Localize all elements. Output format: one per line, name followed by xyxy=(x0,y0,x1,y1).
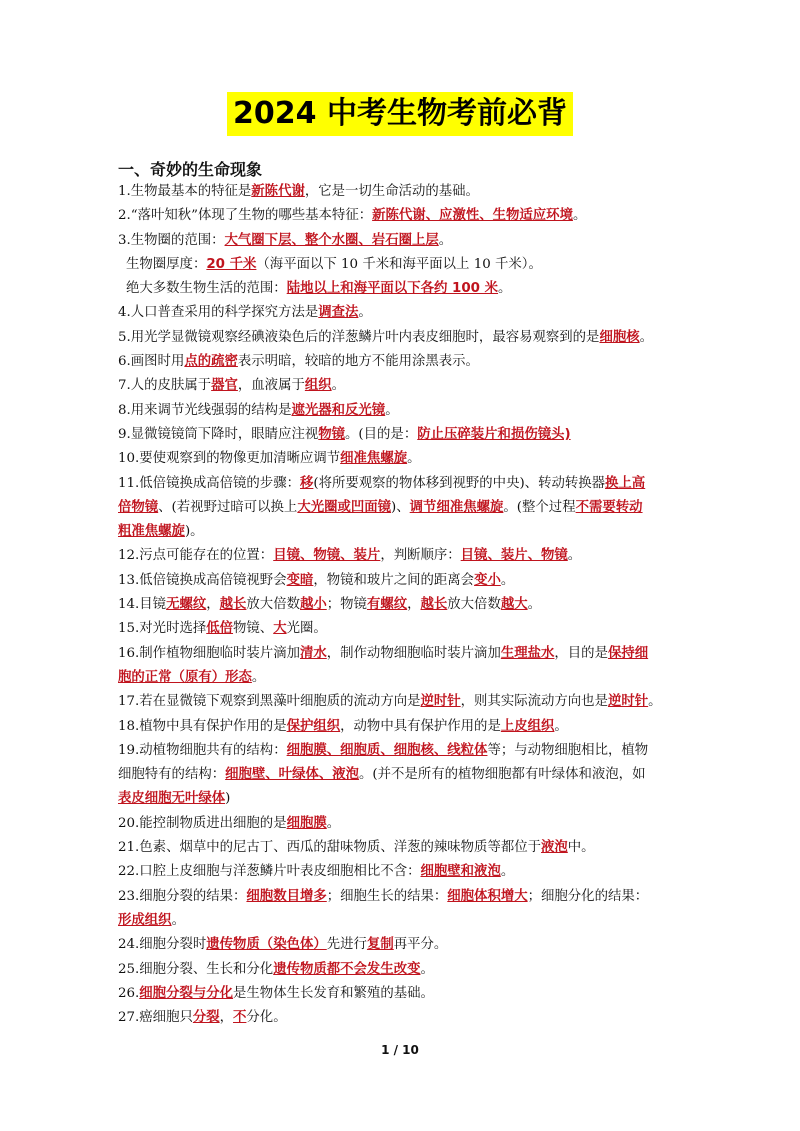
body-text: (将所要观察的物体移到视野的中央)、转动转换器 xyxy=(313,475,606,491)
body-text: 13.低倍镜换成高倍镜视野会 xyxy=(118,572,287,588)
body-text: 。 xyxy=(407,451,421,467)
text-line xyxy=(118,812,684,836)
body-text: 。 xyxy=(554,718,568,734)
body-text: 6.画图时用 xyxy=(118,354,185,370)
text-line xyxy=(118,472,684,496)
body-text: 5.用光学显微镜观察经碘液染色后的洋葱鳞片叶内表皮细胞时，最容易观察到的是 xyxy=(118,329,600,345)
body-text: 12.污点可能存在的位置： xyxy=(118,548,274,564)
body-text: ，判断顺序： xyxy=(380,548,461,564)
answer-text: 遗传物质都不会发生改变 xyxy=(273,961,421,977)
text-line xyxy=(118,423,684,447)
answer-text: 保护组织 xyxy=(286,718,341,734)
body-text: 16.制作植物细胞临时装片滴加 xyxy=(118,645,300,661)
answer-text: 越小 xyxy=(299,597,327,613)
text-line xyxy=(118,180,684,204)
answer-text: 越大 xyxy=(500,597,528,613)
body-text: 8.用来调节光线强弱的结构是 xyxy=(118,402,292,418)
answer-text: 复制 xyxy=(366,937,394,953)
answer-text: 生理盐水 xyxy=(500,645,555,661)
document-title: 2024 中考生物考前必背 xyxy=(227,92,573,136)
answer-text: 越长 xyxy=(219,597,247,613)
body-text: 、(若视野过暗可以换上 xyxy=(158,499,298,515)
body-text: 9.显微镜镜筒下降时，眼睛应注视 xyxy=(118,426,319,442)
body-text: )、 xyxy=(391,499,410,515)
body-text: 。(并不是所有的植物细胞都有叶绿体和液泡，如 xyxy=(359,767,646,783)
body-text: 。(整个过程 xyxy=(503,499,576,515)
answer-text: 低倍 xyxy=(206,621,234,637)
answer-text: 新陈代谢 xyxy=(251,184,305,199)
answer-text: 液泡 xyxy=(541,840,568,856)
text-line xyxy=(118,520,684,544)
answer-text: 移 xyxy=(299,475,314,491)
body-text: 是生物体生长发育和繁殖的基础。 xyxy=(233,985,434,1001)
answer-text: 分裂 xyxy=(192,1010,220,1026)
answer-text: 细准焦螺旋 xyxy=(340,451,408,467)
answer-text: 点的疏密 xyxy=(184,354,238,370)
text-line xyxy=(118,715,684,739)
body-text: 。 xyxy=(420,961,434,977)
title-container xyxy=(0,92,800,136)
body-text: ，物镜和玻片之间的距离会 xyxy=(313,572,475,588)
body-text: 21.色素、烟草中的尼古丁、西瓜的甜味物质、洋葱的辣味物质等都位于 xyxy=(118,840,542,856)
text-line xyxy=(118,690,684,714)
body-text: 。 xyxy=(500,864,515,880)
body-text: 。 xyxy=(171,912,185,928)
text-line xyxy=(118,253,684,277)
body-text: （海平面以下 10 千米和海平面以上 10 千米）。 xyxy=(256,256,542,272)
answer-text: 细胞膜、细胞质、细胞核、线粒体 xyxy=(286,742,488,758)
text-line xyxy=(118,399,684,423)
body-text: ；细胞生长的结果： xyxy=(326,888,448,904)
body-text: 26. xyxy=(118,985,140,1001)
text-line xyxy=(118,836,684,860)
answer-text: 变暗 xyxy=(286,572,314,588)
content-body xyxy=(118,180,684,1030)
answer-text: 物镜 xyxy=(318,426,346,442)
text-line xyxy=(118,617,684,641)
text-line xyxy=(118,787,684,811)
body-text: 20.能控制物质进出细胞的是 xyxy=(118,815,287,831)
answer-text: 换上高 xyxy=(605,475,646,491)
text-line xyxy=(118,204,684,228)
text-line xyxy=(118,763,684,787)
text-line xyxy=(118,642,684,666)
text-line xyxy=(118,958,684,982)
text-line xyxy=(118,544,684,568)
body-text: 27.癌细胞只 xyxy=(118,1010,193,1026)
body-text: 23.细胞分裂的结果： xyxy=(118,888,247,904)
body-text: ；细胞分化的结果： xyxy=(527,888,649,904)
text-line xyxy=(118,229,684,253)
answer-text: 逆时针 xyxy=(420,694,461,710)
answer-text: 细胞核 xyxy=(599,329,640,345)
body-text: 。 xyxy=(648,694,662,710)
answer-text: 变小 xyxy=(474,572,501,588)
answer-text: 不需要转动 xyxy=(575,499,643,515)
body-text: ，动物中具有保护作用的是 xyxy=(340,718,501,734)
answer-text: 细胞膜 xyxy=(286,815,327,831)
body-text: 。 xyxy=(567,548,582,564)
answer-text: 大光圈或凹面镜 xyxy=(297,499,392,515)
text-line xyxy=(118,909,684,933)
text-line xyxy=(118,860,684,884)
body-text: 24.细胞分裂时 xyxy=(118,937,207,953)
body-text: 。 xyxy=(385,402,399,418)
answer-text: 细胞分裂与分化 xyxy=(139,985,234,1001)
body-text: ，制作动物细胞临时装片滴加 xyxy=(326,645,501,661)
body-text: 。 xyxy=(251,669,266,685)
body-text: 。 xyxy=(498,281,512,297)
answer-text: 形成组织 xyxy=(118,912,172,928)
answer-text: 清水 xyxy=(299,645,327,661)
text-line xyxy=(118,885,684,909)
text-line xyxy=(118,1006,684,1030)
body-text: 光圈。 xyxy=(286,621,327,637)
body-text: 生物圈厚度： xyxy=(126,256,207,272)
body-text: 。 xyxy=(358,305,372,321)
answer-text: 细胞数目增多 xyxy=(246,888,327,904)
answer-text: 遮光器和反光镜 xyxy=(291,402,386,418)
answer-text: 粗准焦螺旋 xyxy=(118,524,185,540)
answer-text: 保持细 xyxy=(607,645,649,661)
body-text: 2.“落叶知秋”体现了生物的哪些基本特征： xyxy=(118,208,373,224)
body-text: )。 xyxy=(184,524,204,540)
body-text: 。 xyxy=(527,597,542,613)
body-text: 3.生物圈的范围： xyxy=(118,232,225,248)
answer-text: 组织 xyxy=(304,378,332,394)
body-text: ， xyxy=(219,1010,234,1026)
answer-text: 越长 xyxy=(420,597,448,613)
text-line xyxy=(118,982,684,1006)
body-text: 等；与动物细胞相比，植物 xyxy=(487,742,649,758)
body-text: 25.细胞分裂、生长和分化 xyxy=(118,961,274,977)
text-line xyxy=(118,277,684,301)
text-line xyxy=(118,933,684,957)
answer-text: 上皮组织 xyxy=(500,718,555,734)
text-line xyxy=(118,374,684,398)
body-text: 。 xyxy=(326,815,341,831)
answer-text: 大气圈下层、整个水圈、岩石圈上层 xyxy=(224,232,439,248)
body-text: 放大倍数 xyxy=(447,597,501,613)
answer-text: 逆时针 xyxy=(607,694,649,710)
body-text: 绝大多数生物生活的范围： xyxy=(126,281,287,297)
answer-text: 表皮细胞无叶绿体 xyxy=(118,791,226,807)
body-text: 。 xyxy=(639,329,654,345)
answer-text: 细胞壁和液泡 xyxy=(420,864,501,880)
body-text: 11.低倍镜换成高倍镜的步骤： xyxy=(118,475,300,491)
page-number: 1 / 10 xyxy=(381,1043,419,1057)
body-text: ，目的是 xyxy=(554,645,608,661)
answer-text: 调查法 xyxy=(318,305,359,321)
body-text: 中。 xyxy=(567,840,595,856)
text-line xyxy=(118,593,684,617)
body-text: 18.植物中具有保护作用的是 xyxy=(118,718,287,734)
answer-text: 防止压碎装片和损伤镜头) xyxy=(417,426,571,442)
answer-text: 陆地以上和海平面以下各约 100 米 xyxy=(286,281,499,297)
text-line xyxy=(118,301,684,325)
body-text: 表示明暗，较暗的地方不能用涂黑表示。 xyxy=(237,354,479,370)
body-text: 。 xyxy=(500,572,515,588)
text-line xyxy=(118,739,684,763)
answer-text: 遗传物质（染色体） xyxy=(206,937,327,953)
body-text: 细胞特有的结构： xyxy=(118,767,226,783)
answer-text: 不 xyxy=(233,1010,247,1026)
text-line xyxy=(118,496,684,520)
body-text: 14.目镜 xyxy=(118,597,167,613)
body-text: 放大倍数 xyxy=(246,597,300,613)
body-text: 19.动植物细胞共有的结构： xyxy=(118,742,287,758)
text-line xyxy=(118,569,684,593)
body-text: ， xyxy=(407,597,421,613)
answer-text: 器官 xyxy=(211,378,238,394)
text-line xyxy=(118,447,684,471)
text-line xyxy=(118,666,684,690)
body-text: 15.对光时选择 xyxy=(118,621,207,637)
body-text: 17.若在显微镜下观察到黑藻叶细胞质的流动方向是 xyxy=(118,694,421,710)
body-text: ) xyxy=(225,791,231,807)
answer-text: 无螺纹 xyxy=(166,597,207,613)
text-line xyxy=(118,326,684,350)
body-text: ，血液属于 xyxy=(237,378,305,394)
answer-text: 细胞体积增大 xyxy=(447,888,528,904)
body-text: ；物镜 xyxy=(326,597,367,613)
answer-text: 倍物镜 xyxy=(118,499,159,515)
answer-text: 目镜、装片、物镜 xyxy=(460,548,568,564)
answer-text: 20 千米 xyxy=(206,256,257,272)
body-text: 物镜、 xyxy=(233,621,274,637)
body-text: 再平分。 xyxy=(393,937,448,953)
body-text: ，则其实际流动方向也是 xyxy=(460,694,608,710)
body-text: 先进行 xyxy=(326,937,367,953)
body-text: 10.要使观察到的物像更加清晰应调节 xyxy=(118,451,341,467)
body-text: 4.人口普查采用的科学探究方法是 xyxy=(118,305,319,321)
answer-text: 胞的正常（原有）形态 xyxy=(118,669,252,685)
answer-text: 大 xyxy=(273,621,287,637)
body-text: ，它是一切生命活动的基础。 xyxy=(304,184,479,199)
body-text: 分化。 xyxy=(246,1010,287,1026)
answer-text: 细胞壁、叶绿体、液泡 xyxy=(225,767,360,783)
body-text: 。 xyxy=(438,232,453,248)
body-text: ， xyxy=(206,597,220,613)
body-text: 。(目的是： xyxy=(345,426,418,442)
answer-text: 新陈代谢、应激性、生物适应环境 xyxy=(372,208,573,224)
body-text: 。 xyxy=(331,378,346,394)
answer-text: 目镜、物镜、装片 xyxy=(273,548,381,564)
text-line xyxy=(118,350,684,374)
answer-text: 有螺纹 xyxy=(366,597,408,613)
body-text: 1.生物最基本的特征是 xyxy=(118,184,252,199)
body-text: 7.人的皮肤属于 xyxy=(118,378,212,394)
body-text: 。 xyxy=(572,208,587,224)
answer-text: 调节细准焦螺旋 xyxy=(409,499,504,515)
section-heading: 一、奇妙的生命现象 xyxy=(118,160,263,179)
body-text: 22.口腔上皮细胞与洋葱鳞片叶表皮细胞相比不含： xyxy=(118,864,421,880)
